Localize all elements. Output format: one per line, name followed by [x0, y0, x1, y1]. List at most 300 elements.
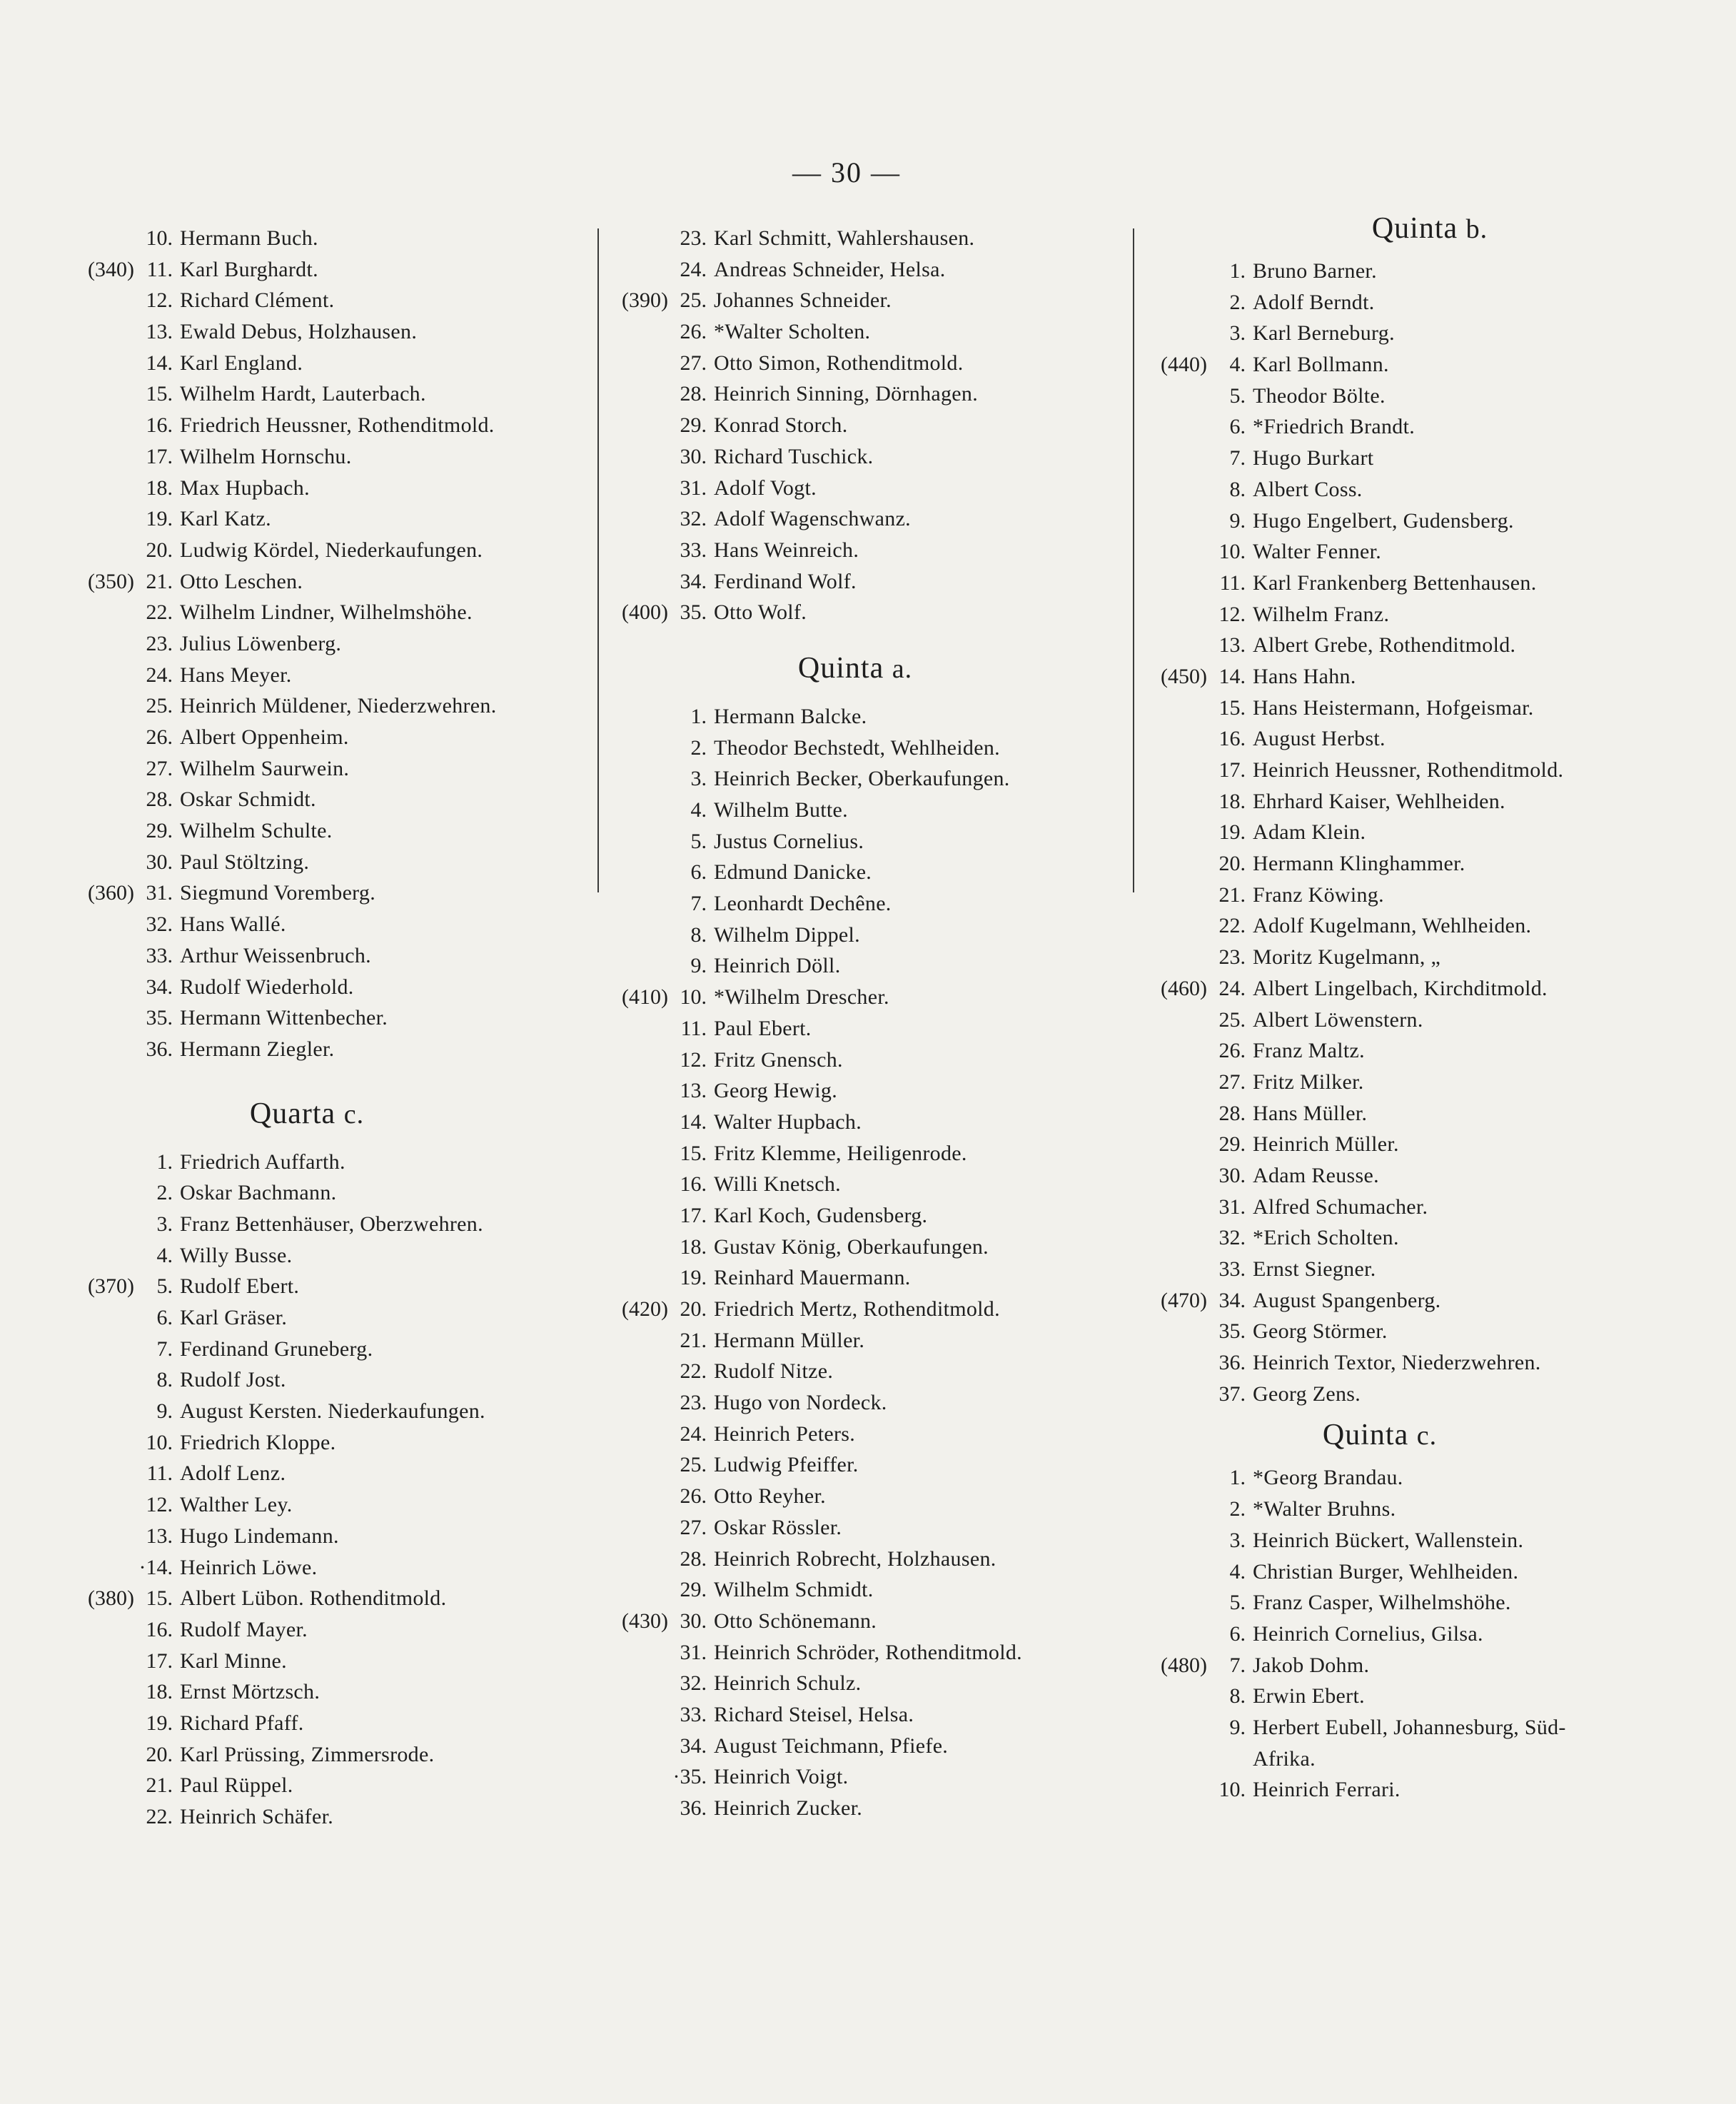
entry-number: 5. [1229, 383, 1246, 408]
student-name: Fritz Milker. [1253, 1069, 1364, 1094]
student-name: Adam Reusse. [1253, 1163, 1379, 1187]
student-name: Heinrich Voigt. [714, 1765, 849, 1789]
student-name: Adolf Berndt. [1253, 290, 1375, 314]
entry-number: 31. [680, 475, 707, 500]
entry-number: 34. [1218, 1288, 1246, 1312]
student-name: Johannes Schneider. [714, 288, 892, 313]
list-item [136, 1209, 592, 1240]
list-item [670, 733, 1126, 764]
list-item [670, 1793, 1126, 1824]
entry-number: 17. [146, 444, 173, 468]
column-divider [1133, 228, 1134, 892]
list-item [136, 1302, 592, 1334]
student-name: Hans Müller. [1253, 1101, 1368, 1125]
entry-number: 17. [146, 1649, 173, 1673]
student-name: Georg Hewig. [714, 1079, 838, 1103]
entry-number: 25. [680, 1453, 707, 1477]
list-item [670, 1075, 1126, 1107]
student-name: Wilhelm Hornschu. [180, 444, 352, 468]
list-item [1208, 1462, 1665, 1494]
entry-number: 18. [146, 475, 173, 500]
entry-number: 7. [690, 892, 707, 916]
list-item [1208, 817, 1665, 848]
entry-number: 36. [680, 1796, 707, 1820]
entry-number: 30. [146, 850, 173, 874]
student-name: Adolf Wagenschwanz. [714, 507, 911, 531]
list-item [670, 348, 1126, 379]
list-item [1161, 1285, 1665, 1317]
list-item [136, 1177, 592, 1209]
entry-number: 34. [680, 569, 707, 593]
student-name: Ewald Debus, Holzhausen. [180, 320, 418, 344]
entry-number: 26. [680, 320, 707, 344]
entry-number: 29. [680, 1578, 707, 1602]
quarta-b-list [88, 223, 592, 1065]
student-name: Albert Lübon. Rothenditmold. [180, 1586, 447, 1611]
entry-number: 11. [680, 1016, 707, 1040]
student-name: Afrika. [1253, 1746, 1316, 1771]
student-name: Christian Burger, Wehlheiden. [1253, 1559, 1519, 1584]
list-item [1208, 1035, 1665, 1067]
student-name: Paul Rüppel. [180, 1773, 293, 1798]
entry-number: 2. [690, 735, 707, 760]
student-name: August Herbst. [1253, 727, 1386, 751]
count-marker: (340) [88, 257, 134, 281]
list-item [136, 784, 592, 815]
entry-number: 34. [680, 1733, 707, 1758]
entry-number: 5. [1229, 1591, 1246, 1615]
entry-number: 25. [146, 694, 173, 718]
list-item [1208, 723, 1665, 755]
entry-number: 24. [680, 1421, 707, 1446]
student-name: Karl Gräser. [180, 1306, 288, 1329]
student-name: Wilhelm Lindner, Wilhelmshöhe. [180, 600, 473, 625]
list-item [1208, 474, 1665, 505]
entry-number: 20. [146, 1742, 173, 1766]
entry-number: 23. [1218, 945, 1246, 970]
student-name: Wilhelm Franz. [1253, 602, 1390, 626]
entry-number: 20. [1218, 852, 1246, 876]
entry-number: 9. [156, 1399, 173, 1424]
student-name: Heinrich Döll. [714, 954, 841, 978]
entry-number: 22. [146, 600, 173, 625]
student-name: August Kersten. Niederkaufungen. [180, 1399, 485, 1424]
list-item [622, 982, 1126, 1013]
list-item [1208, 1347, 1665, 1379]
column-1 [88, 223, 592, 1833]
entry-number: 6. [1229, 1621, 1246, 1646]
student-name: Heinrich Sinning, Dörnhagen. [714, 382, 978, 406]
student-name: Karl Prüssing, Zimmersrode. [180, 1742, 435, 1766]
entry-number: 8. [1229, 1684, 1246, 1708]
entry-number: 13. [680, 1079, 707, 1103]
list-item [1208, 1587, 1665, 1619]
entry-number: 12. [1218, 602, 1246, 626]
list-item [136, 847, 592, 878]
list-item [88, 877, 592, 909]
student-name: Otto Simon, Rothenditmold. [714, 351, 964, 375]
list-item [136, 1521, 592, 1552]
entry-number: 2. [156, 1181, 173, 1205]
list-item [1208, 1556, 1665, 1588]
list-item [670, 950, 1126, 982]
entry-number: 9. [1229, 1715, 1246, 1739]
student-name: Konrad Storch. [714, 413, 848, 438]
entry-number: 10. [680, 985, 707, 1010]
entry-number: 10. [146, 1430, 173, 1454]
entry-number: 14. [680, 1109, 707, 1134]
student-name: Karl Bollmann. [1253, 353, 1389, 377]
list-item [136, 1676, 592, 1708]
student-name: Richard Tuschick. [714, 444, 874, 468]
entry-number: 8. [690, 922, 707, 947]
student-name: Oskar Schmidt. [180, 787, 316, 812]
student-name: Max Hupbach. [180, 475, 310, 500]
entry-number: 7. [1229, 446, 1246, 470]
student-name: Hans Wallé. [180, 912, 286, 937]
student-name: Heinrich Schäfer. [180, 1805, 334, 1828]
student-name: Heinrich Textor, Niederzwehren. [1253, 1351, 1541, 1375]
list-item [136, 815, 592, 847]
entry-number: 11. [146, 257, 173, 281]
list-item [670, 1262, 1126, 1294]
list-item [670, 1761, 1126, 1793]
quinta-a-list-continued [622, 223, 1126, 628]
list-item [670, 920, 1126, 951]
entry-number: 12. [146, 288, 173, 313]
entry-number: 24. [1218, 976, 1246, 1000]
student-name: Rudolf Jost. [180, 1368, 286, 1392]
list-item [1208, 1005, 1665, 1036]
section-heading-quarta-c: Quarta c. [249, 1097, 365, 1130]
student-name: Hans Meyer. [180, 663, 292, 687]
student-name: Heinrich Robrecht, Holzhausen. [714, 1546, 996, 1571]
entry-number: 25. [680, 288, 707, 313]
student-name: Ernst Mörtzsch. [180, 1680, 321, 1704]
student-name: Rudolf Mayer. [180, 1617, 308, 1641]
list-item [670, 1574, 1126, 1606]
entry-number: 13. [1218, 633, 1246, 658]
list-item [136, 1801, 592, 1833]
list-item [1161, 973, 1665, 1005]
student-name: Theodor Bechstedt, Wehlheiden. [714, 735, 1000, 760]
entry-number: 31. [146, 881, 173, 905]
student-name: Albert Lingelbach, Kirchditmold. [1253, 976, 1548, 1000]
student-name: Hans Weinreich. [714, 538, 859, 562]
entry-number: 23. [680, 1391, 707, 1415]
entry-number: 6. [690, 860, 707, 885]
entry-number: 11. [1219, 570, 1246, 595]
list-item [1208, 1192, 1665, 1223]
student-name: Heinrich Becker, Oberkaufungen. [714, 767, 1010, 791]
student-name: Rudolf Wiederhold. [180, 975, 354, 999]
list-item [1208, 505, 1665, 537]
student-name: Otto Schönemann. [714, 1609, 877, 1633]
student-name: Friedrich Auffarth. [180, 1149, 345, 1174]
list-item [136, 441, 592, 473]
entry-number: 9. [690, 954, 707, 978]
student-name: Albert Grebe, Rothenditmold. [1253, 633, 1516, 658]
list-item [670, 473, 1126, 504]
list-item [670, 1387, 1126, 1419]
student-name: Hans Heistermann, Hofgeismar. [1253, 695, 1534, 720]
list-item [1208, 443, 1665, 474]
student-name: Adolf Kugelmann, Wehlheiden. [1253, 914, 1532, 938]
list-item [1208, 1098, 1665, 1129]
list-item [136, 972, 592, 1003]
entry-number: 35. [146, 1006, 173, 1030]
entry-number: 14. [146, 351, 173, 375]
student-name: Franz Maltz. [1253, 1039, 1365, 1063]
entry-number: 28. [680, 382, 707, 406]
entry-number: 16. [1218, 727, 1246, 751]
entry-number: 35. [680, 600, 707, 625]
list-item [1208, 599, 1665, 630]
entry-number: 10. [1218, 1778, 1246, 1802]
entry-number: ·35. [672, 1765, 707, 1789]
entry-number: 19. [146, 507, 173, 531]
student-name: Willi Knetsch. [714, 1172, 841, 1197]
list-item [136, 1770, 592, 1801]
student-name: Ferdinand Gruneberg. [180, 1337, 373, 1361]
list-item [670, 857, 1126, 888]
count-marker: (370) [88, 1274, 134, 1299]
entry-number: 21. [680, 1328, 707, 1352]
student-name: Karl Minne. [180, 1649, 287, 1673]
entry-number: 4. [1229, 353, 1246, 377]
student-name: Richard Pfaff. [180, 1711, 304, 1735]
entry-number: 30. [680, 1609, 707, 1633]
entry-number: 20. [680, 1297, 707, 1321]
count-marker: (460) [1161, 976, 1207, 1000]
student-name: Oskar Bachmann. [180, 1181, 337, 1205]
list-item [1161, 349, 1665, 381]
list-item [1208, 1129, 1665, 1160]
list-item [670, 826, 1126, 857]
student-name: August Spangenberg. [1253, 1288, 1441, 1312]
entry-number: 33. [146, 943, 173, 967]
entry-number: 30. [1218, 1163, 1246, 1187]
entry-number: 27. [146, 756, 173, 780]
student-name: Albert Coss. [1253, 477, 1363, 501]
entry-number: 13. [146, 1524, 173, 1548]
list-item [670, 1356, 1126, 1387]
entry-number: 10. [1218, 540, 1246, 564]
list-item [1208, 1160, 1665, 1192]
entry-number: 23. [680, 226, 707, 250]
student-name: Justus Cornelius. [714, 829, 864, 853]
entry-number: 7. [156, 1337, 173, 1361]
entry-number: 24. [146, 663, 173, 687]
student-name: Karl England. [180, 351, 303, 375]
student-name: Hermann Buch. [180, 226, 318, 250]
student-name: Reinhard Mauermann. [714, 1266, 911, 1290]
student-name: Willy Busse. [180, 1243, 293, 1267]
student-name: Karl Burghardt. [180, 257, 318, 281]
list-item [136, 1739, 592, 1771]
entry-number: 4. [690, 798, 707, 822]
list-item [670, 1169, 1126, 1200]
entry-number: 4. [1229, 1559, 1246, 1584]
list-item [670, 1512, 1126, 1544]
student-name: Walther Ley. [180, 1493, 293, 1517]
student-name: Otto Leschen. [180, 569, 303, 593]
list-item [1208, 1743, 1665, 1775]
student-name: Adolf Vogt. [714, 475, 817, 500]
list-item [670, 223, 1126, 254]
student-name: Andreas Schneider, Helsa. [714, 257, 946, 281]
list-item [670, 378, 1126, 410]
entry-number: 15. [146, 1586, 173, 1611]
student-name: Ehrhard Kaiser, Wehlheiden. [1253, 789, 1505, 813]
student-name: Wilhelm Butte. [714, 798, 848, 822]
entry-number: 30. [680, 444, 707, 468]
list-item [136, 1614, 592, 1646]
entry-number: 16. [146, 413, 173, 438]
entry-number: 15. [146, 382, 173, 406]
entry-number: 24. [680, 257, 707, 281]
student-name: Wilhelm Schmidt. [714, 1578, 874, 1602]
count-marker: (420) [622, 1297, 668, 1321]
student-name: Edmund Danicke. [714, 860, 872, 885]
list-item [670, 1138, 1126, 1169]
list-item [670, 1699, 1126, 1731]
student-name: Fritz Klemme, Heiligenrode. [714, 1141, 967, 1165]
student-name: *Georg Brandau. [1253, 1466, 1403, 1490]
student-name: Karl Katz. [180, 507, 271, 531]
entry-number: 36. [146, 1037, 173, 1061]
entry-number: 21. [1218, 882, 1246, 907]
student-name: Heinrich Heussner, Rothenditmold. [1253, 758, 1564, 782]
list-item [670, 566, 1126, 598]
list-item [1208, 1525, 1665, 1556]
list-item [1208, 1316, 1665, 1347]
list-item [1208, 1494, 1665, 1525]
entry-number: 6. [1229, 415, 1246, 439]
count-marker: (410) [622, 985, 668, 1010]
student-name: Hugo Lindemann. [180, 1524, 339, 1548]
entry-number: 19. [680, 1266, 707, 1290]
list-item [136, 1708, 592, 1739]
student-name: Heinrich Ferrari. [1253, 1778, 1401, 1802]
entry-number: 22. [680, 1359, 707, 1384]
list-item [1208, 568, 1665, 599]
student-name: Adam Klein. [1253, 820, 1366, 845]
list-item [670, 441, 1126, 473]
list-item [670, 888, 1126, 920]
student-name: Albert Oppenheim. [180, 725, 349, 749]
student-name: Hugo Burkart [1253, 446, 1374, 470]
column-2 [622, 223, 1126, 1824]
student-name: Heinrich Schröder, Rothenditmold. [714, 1640, 1022, 1664]
student-name: Karl Berneburg. [1253, 321, 1395, 346]
quarta-c-list [88, 1147, 592, 1833]
list-item [1208, 880, 1665, 911]
list-item [136, 1489, 592, 1521]
list-item [670, 1232, 1126, 1263]
entry-number: 14. [1218, 664, 1246, 688]
list-item [622, 1294, 1126, 1325]
entry-number: 15. [1218, 695, 1246, 720]
entry-number: 3. [1229, 1528, 1246, 1552]
entry-number: 29. [1218, 1132, 1246, 1157]
student-name: August Teichmann, Pfiefe. [714, 1733, 949, 1758]
list-item [1208, 1619, 1665, 1650]
entry-number: 2. [1229, 1497, 1246, 1521]
count-marker: (470) [1161, 1288, 1207, 1312]
count-marker: (350) [88, 569, 134, 593]
student-name: Jakob Dohm. [1253, 1653, 1370, 1677]
entry-number: 21. [146, 569, 173, 593]
student-name: *Wilhelm Drescher. [714, 985, 889, 1010]
entry-number: 16. [146, 1617, 173, 1641]
student-name: Hermann Wittenbecher. [180, 1006, 388, 1030]
list-item [136, 628, 592, 660]
entry-number: 3. [690, 767, 707, 791]
list-item [1208, 786, 1665, 817]
student-name: Hermann Müller. [714, 1328, 865, 1352]
entry-number: 2. [1229, 290, 1246, 314]
list-item [670, 701, 1126, 733]
list-item [1208, 1067, 1665, 1098]
student-name: Franz Köwing. [1253, 882, 1384, 907]
student-name: Oskar Rössler. [714, 1515, 842, 1539]
student-name: Alfred Schumacher. [1253, 1194, 1428, 1219]
list-item [1208, 1222, 1665, 1254]
student-name: Heinrich Müldener, Niederzwehren. [180, 694, 497, 718]
entry-number: 4. [156, 1243, 173, 1267]
list-item [1161, 1650, 1665, 1681]
student-name: Hermann Ziegler. [180, 1037, 335, 1061]
entry-number: 3. [156, 1212, 173, 1236]
student-name: Heinrich Müller. [1253, 1132, 1399, 1157]
list-item [1161, 661, 1665, 693]
list-item [1208, 411, 1665, 443]
entry-number: 16. [680, 1172, 707, 1197]
entry-number: 26. [680, 1484, 707, 1509]
list-item [136, 535, 592, 566]
entry-number: 26. [1218, 1039, 1246, 1063]
student-name: Richard Clément. [180, 288, 335, 313]
list-item [1208, 755, 1665, 786]
entry-number: 26. [146, 725, 173, 749]
student-name: Rudolf Nitze. [714, 1359, 834, 1384]
entry-number: 29. [680, 413, 707, 438]
entry-number: 29. [146, 819, 173, 843]
entry-number: 1. [690, 704, 707, 728]
student-name: Ernst Siegner. [1253, 1257, 1376, 1281]
count-marker: (480) [1161, 1653, 1207, 1677]
entry-number: ·14. [138, 1555, 173, 1579]
list-item [670, 763, 1126, 795]
student-name: Karl Koch, Gudensberg. [714, 1203, 928, 1227]
list-item [670, 410, 1126, 441]
student-name: Georg Störmer. [1253, 1319, 1388, 1344]
student-name: Wilhelm Saurwein. [180, 756, 350, 780]
list-item [1208, 1254, 1665, 1285]
list-item [136, 223, 592, 254]
entry-number: 25. [1218, 1007, 1246, 1032]
entry-number: 6. [156, 1306, 173, 1329]
entry-number: 18. [146, 1680, 173, 1704]
list-item [136, 1147, 592, 1178]
student-name: Heinrich Cornelius, Gilsa. [1253, 1621, 1483, 1646]
entry-number: 32. [1218, 1226, 1246, 1250]
student-name: Bruno Barner. [1253, 259, 1377, 283]
list-item [136, 503, 592, 535]
list-item [136, 378, 592, 410]
list-item [670, 535, 1126, 566]
